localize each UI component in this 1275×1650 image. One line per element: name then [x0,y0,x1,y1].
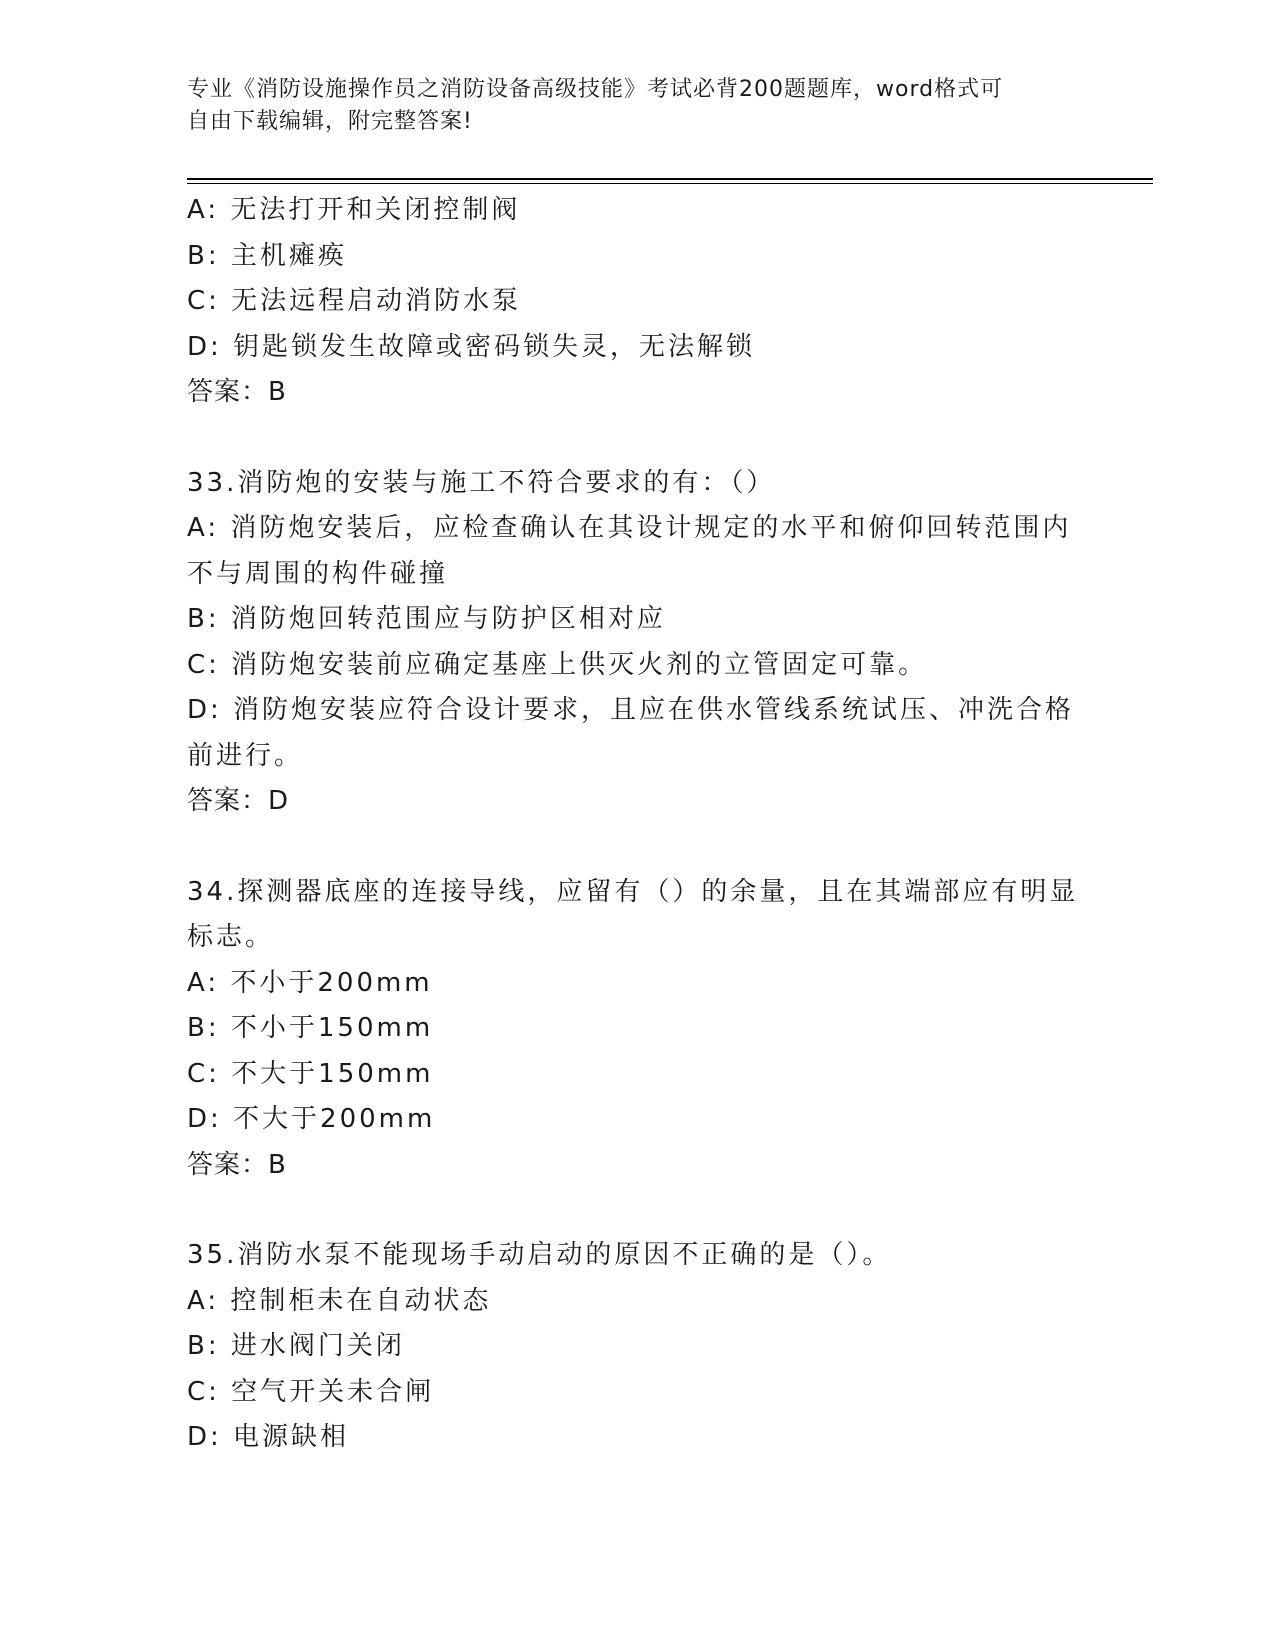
answer: 答案：B [187,1149,287,1180]
option-c: C: 不大于150mm [187,1058,434,1089]
question-stem: 35.消防水泵不能现场手动启动的原因不正确的是（）。 [187,1240,892,1270]
answer: 答案：D [187,786,290,816]
spacer [187,1188,1077,1233]
option-c: C: 空气开关未合闸 [187,1376,435,1407]
question-34 [187,870,1077,1189]
option-b: B: 不小于150mm [187,1013,434,1043]
option-d: D: 不大于200mm [187,1104,436,1134]
option-d: D: 电源缺相 [187,1422,350,1452]
question-32 [187,188,1077,416]
option-d: D: 消防炮安装应符合设计要求，且应在供水管线系统试压、冲洗合格 [187,695,1075,725]
question-35 [187,1233,1077,1461]
option-b: B: 进水阀门关闭 [187,1331,405,1361]
spacer [187,416,1077,461]
option-b: B: 消防炮回转范围应与防护区相对应 [187,604,666,634]
option-a-continued: 不与周围的构件碰撞 [187,558,449,589]
header-rule-thin [187,183,1153,184]
question-stem: 34.探测器底座的连接导线，应留有（）的余量，且在其端部应有明显 [187,876,1079,907]
header-line-2: 自由下载编辑，附完整答案! [187,109,473,134]
option-a: A: 无法打开和关闭控制阀 [187,195,521,225]
header-line-1: 专业《消防设施操作员之消防设备高级技能》考试必背200题题库，word格式可 [187,77,1004,102]
document-header [187,74,1067,138]
question-33 [187,461,1077,825]
question-stem: 33.消防炮的安装与施工不符合要求的有：（） [187,467,776,498]
header-rule-thick [187,178,1153,180]
answer: 答案：B [187,377,287,407]
option-d-continued: 前进行。 [187,740,304,771]
spacer [187,825,1077,870]
option-d: D: 钥匙锁发生故障或密码锁失灵，无法解锁 [187,331,756,362]
question-stem-continued: 标志。 [187,922,275,952]
option-a: A: 消防炮安装后，应检查确认在其设计规定的水平和俯仰回转范围内 [187,513,1072,543]
option-a: A: 控制柜未在自动状态 [187,1285,492,1316]
option-b: B: 主机瘫痪 [187,240,347,271]
option-c: C: 无法远程启动消防水泵 [187,286,522,316]
question-content [187,188,1077,1461]
option-a: A: 不小于200mm [187,967,433,998]
option-c: C: 消防炮安装前应确定基座上供灭火剂的立管固定可靠。 [187,649,928,680]
